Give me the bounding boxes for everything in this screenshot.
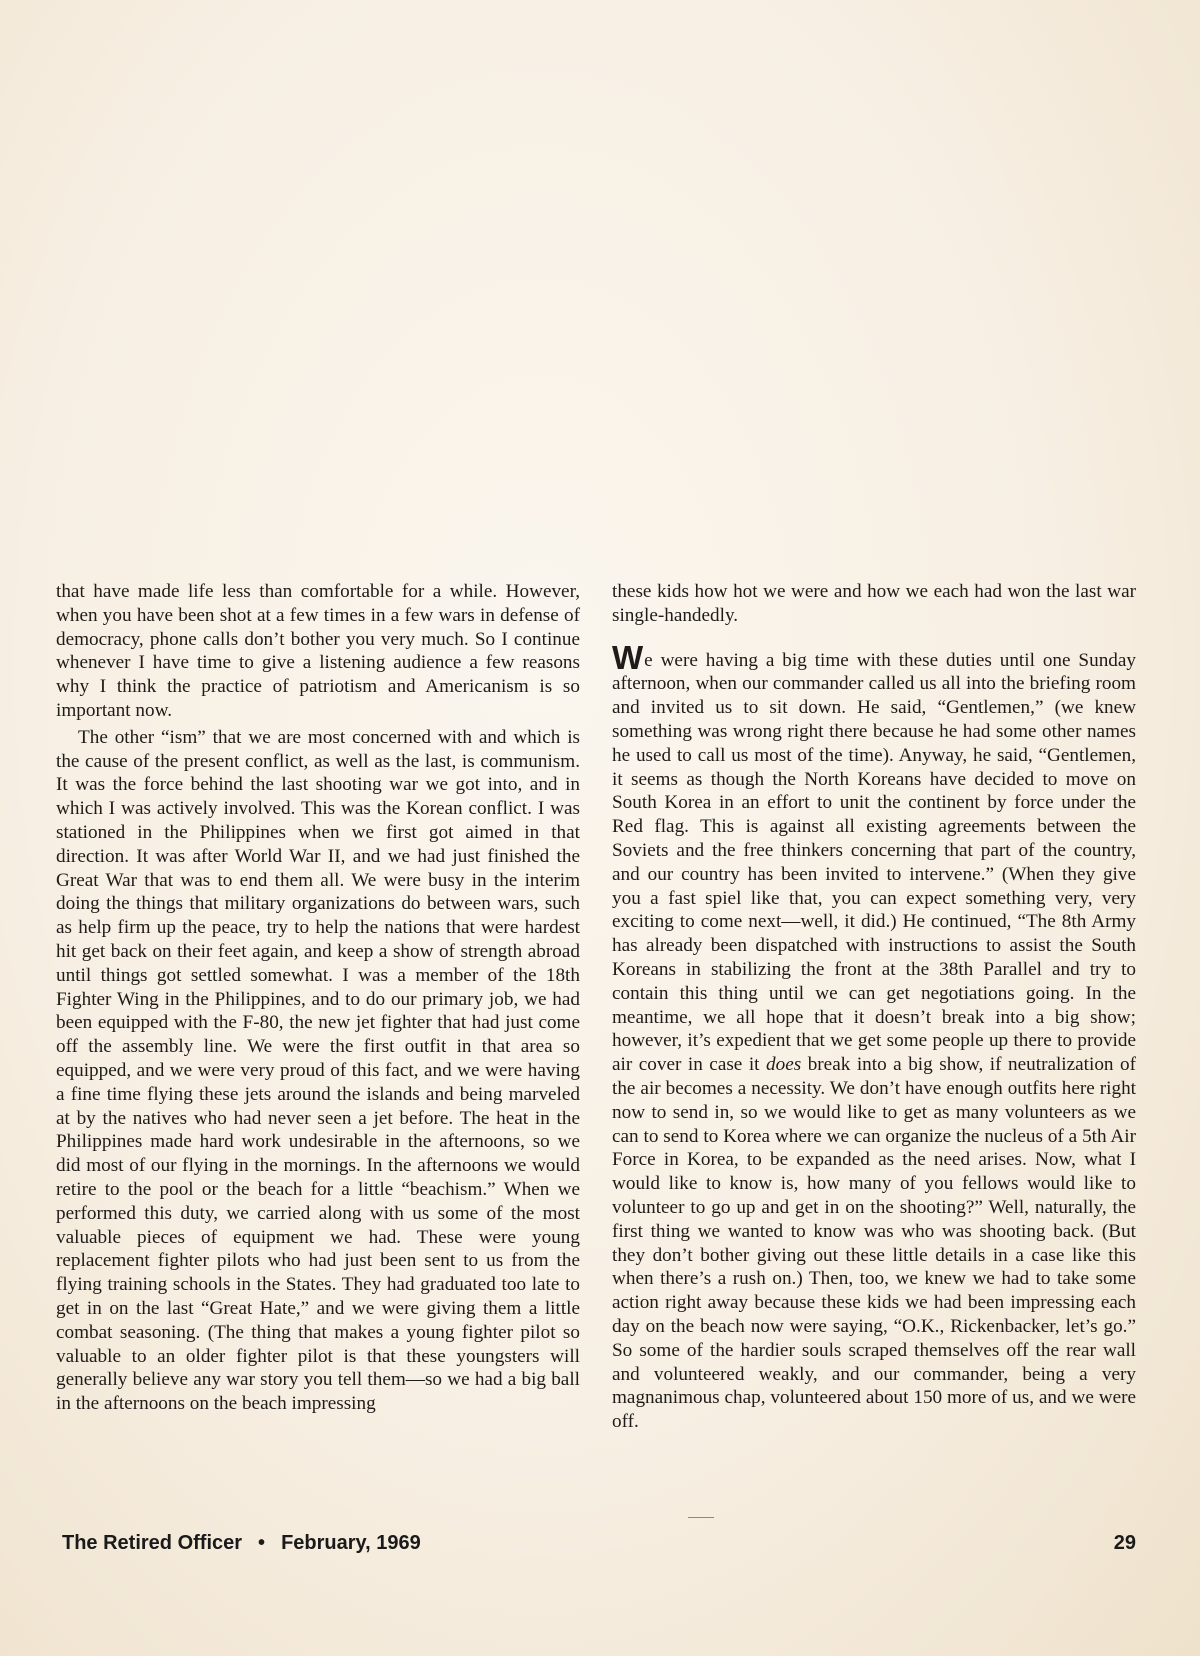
drop-cap: W bbox=[612, 638, 644, 676]
footer-separator: • bbox=[258, 1532, 266, 1554]
paragraph-briefing bbox=[612, 638, 1137, 1434]
briefing-text-part-2: break into a big show, if neutralization of the air becomes a necessity. We don’t have enough outfits here right now to send in, so we would like to get as many volunteers as we can to send to Korea where we can organize the nucleus of a 5th Air Force in Korea, to be expanded as the need arises. Now, what I would like to know is, how many of you fellows would like to volunteer to go up and get in on the shooting?” Well, naturally, the first thing we wanted to know was who was shooting back. (But they don’t bother giving out these little details in a case like this when there’s a rush on.) Then, too, we knew we had to take some action right away because these kids we had been impressing each day on the beach now were saying, “O.K., Rickenbacker, let’s go.” So some of the hardier souls scraped themselves off the rear wall and volunteered weakly, and our commander, being a very magnanimous chap, volunteered about 150 more of us, and we were off. bbox=[612, 1054, 1137, 1433]
left-column bbox=[56, 580, 580, 1416]
briefing-text-part-1: e were having a big time with these duties until one Sunday afternoon, when our commander called us all into the briefing room and invited us to sit down. He said, “Gentlemen,” (we knew something was wrong right there because he had some other names he used to call us most of the time). Anyway, he said, “Gentlemen, it seems as though the North Koreans have decided to move on South Korea in an effort to unit the continent by force under the Red flag. This is against all existing agreements between the Soviets and the free thinkers concerning that part of the country, and our country has been invited to intervene.” (When they give you a fast spiel like that, you can expect something very, very exciting to come next—well, it did.) He continued, “The 8th Army has already been dispatched with instructions to assist the South Koreans in stabilizing the front at the 38th Parallel and try to contain this thing until we can get negotiations going. In the meantime, we all hope that it doesn’t break into a big show; however, it’s expedient that we get some people up there to provide air cover in case it bbox=[612, 649, 1136, 1076]
publication-name: The Retired Officer bbox=[62, 1532, 243, 1554]
right-column bbox=[612, 580, 1136, 1434]
column-end-rule bbox=[688, 1517, 714, 1518]
paragraph-continuation: that have made life less than comfortable for a while. However, when you have been shot at a few times in a few wars in defense of democracy, phone calls don’t bother you very much. So I continue whenever I have time to give a listening audience a few reasons why I think the practice of patriotism and Americanism is so important now. bbox=[56, 581, 580, 721]
paragraph-beach-kids: these kids how hot we were and how we each had won the last war single-handedly. bbox=[612, 581, 1136, 626]
briefing-emphasis: does bbox=[766, 1054, 802, 1076]
page-number: 29 bbox=[1113, 1532, 1136, 1554]
issue-date: February, 1969 bbox=[281, 1532, 421, 1554]
paragraph-communism: The other “ism” that we are most concerned with and which is the cause of the present conflict, as well as the last, is communism. It was the force behind the last shooting war we got into, and in which I was actively involved. This was the Korean conflict. I was stationed in the Philippines when we first got aimed in that direction. It was after World War II, and we had just finished the Great War that was to end them all. We were busy in the interim doing the things that military organizations do between wars, such as help firm up the peace, try to help the nations that were hardest hit get back on their feet again, and keep a show of strength abroad until things got settled somewhat. I was a member of the 18th Fighter Wing in the Philippines, and to do our primary job, we had been equipped with the F-80, the new jet fighter that had just come off the assembly line. We were the first outfit in that area so equipped, and we were very proud of this fact, and we were having a fine time flying these jets around the islands and being marveled at by the natives who had never seen a jet before. The heat in the Philippines made hard work undesirable in the afternoons, so we did most of our flying in the mornings. In the afternoons we would retire to the pool or the beach for a little “beachism.” When we performed this duty, we carried along with us some of the most valuable pieces of equipment we had. These were young replacement fighter pilots who had just been sent to us from the flying training schools in the States. They had graduated too late to get in on the last “Great Hate,” and we were giving them a little combat seasoning. (The thing that makes a young fighter pilot so valuable to an older fighter pilot is that these youngsters will generally believe any war story you tell them—so we had a big ball in the afternoons on the beach impressing bbox=[56, 726, 580, 1415]
page-footer bbox=[62, 1532, 1136, 1562]
